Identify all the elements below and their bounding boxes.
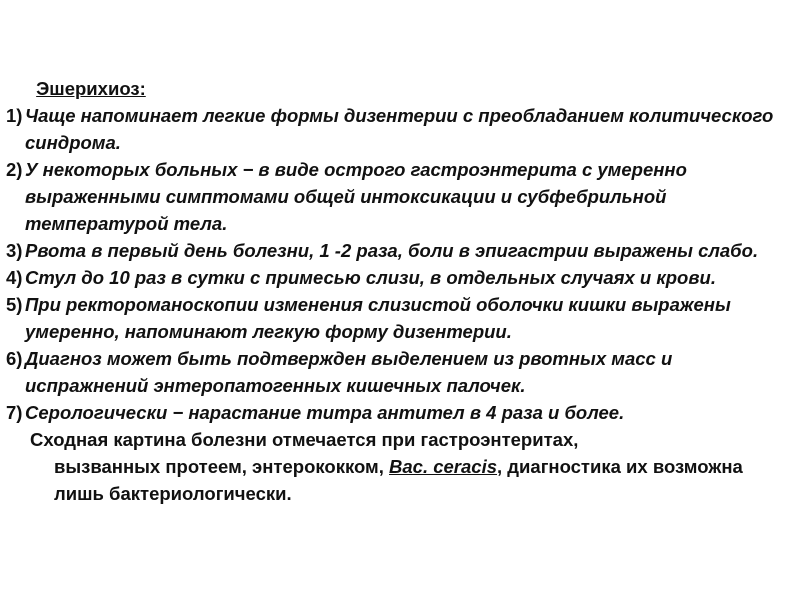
- item-number: 1): [6, 105, 23, 126]
- item-number: 4): [6, 267, 23, 288]
- list-item: [6, 237, 786, 264]
- item-text: При ректороманоскопии изменения слизистой оболочки кишки выражены умеренно, напоминают легкую форму дизентерии.: [25, 294, 731, 342]
- list-item: [6, 399, 786, 426]
- item-number: 2): [6, 159, 23, 180]
- slide-content: [6, 75, 786, 507]
- note-post-text: , диагностика их возможна лишь бактериологически.: [54, 456, 743, 504]
- note-continuation: [30, 453, 786, 507]
- summary-note: [6, 426, 786, 507]
- list-item: [6, 345, 786, 399]
- item-text: Чаще напоминает легкие формы дизентерии с преобладанием колитического синдрома.: [25, 105, 774, 153]
- item-text: Рвота в первый день болезни, 1 -2 раза, боли в эпигастрии выражены слабо.: [25, 240, 759, 261]
- item-text: Стул до 10 раз в сутки с примесью слизи, в отдельных случаях и крови.: [25, 267, 716, 288]
- list-item: [6, 102, 786, 156]
- list-item: [6, 291, 786, 345]
- note-line-1: Сходная картина болезни отмечается при гастроэнтеритах,: [30, 429, 579, 450]
- item-number: 5): [6, 294, 23, 315]
- note-pre-text: вызванных протеем, энтерококком,: [54, 456, 384, 477]
- item-number: 6): [6, 348, 23, 369]
- species-name: Bac. ceracis: [389, 456, 498, 477]
- item-text: У некоторых больных − в виде острого гастроэнтерита с умеренно выраженными симптомами общей интоксикации и субфебрильной температурой тела.: [25, 159, 687, 234]
- item-text: Серологически − нарастание титра антител в 4 раза и более.: [25, 402, 625, 423]
- numbered-list: [6, 102, 786, 426]
- section-heading: [6, 75, 786, 102]
- list-item: [6, 156, 786, 237]
- item-number: 7): [6, 402, 23, 423]
- list-item: [6, 264, 786, 291]
- heading-text: Эшерихиоз:: [36, 78, 146, 99]
- item-text: Диагноз может быть подтвержден выделением из рвотных масс и испражнений энтеропатогенных кишечных палочек.: [25, 348, 673, 396]
- item-number: 3): [6, 240, 23, 261]
